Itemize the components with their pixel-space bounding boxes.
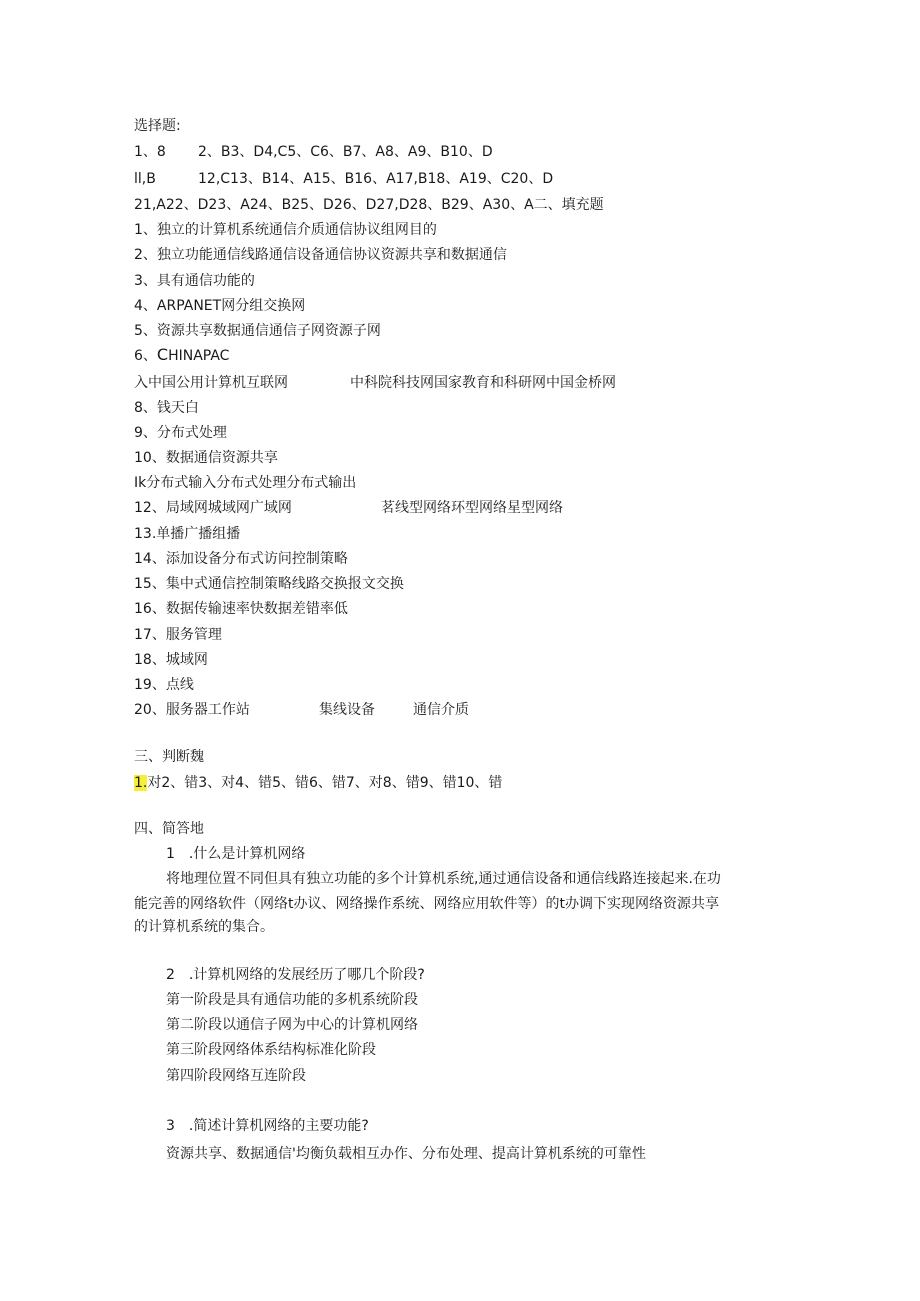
- highlighted-number: 1.: [134, 775, 148, 791]
- answer-2-line-4: 第四阶段网络互连阶段: [166, 1068, 306, 1084]
- fill-item-6-initial: C: [156, 345, 169, 364]
- fill-item-9: 9、分布式处理: [134, 425, 227, 441]
- fill-item-10: 10、数据通信资源共享: [134, 450, 278, 466]
- fill-item-3: 3、具有通信功能的: [134, 273, 255, 289]
- answer-2-line-2: 第二阶段以通信子网为中心的计算机网络: [166, 1017, 418, 1033]
- fill-item-8: 8、钱天白: [134, 400, 199, 416]
- fill-item-7-part-1: 入中国公用计算机互联网: [134, 375, 288, 391]
- section-title-true-false: 三、判断魏: [134, 749, 204, 765]
- fill-item-13: 13.单播广播组播: [134, 526, 241, 542]
- fill-item-6-prefix: 6、: [134, 348, 157, 364]
- fill-item-17: 17、服务管理: [134, 627, 222, 643]
- fill-item-16: 16、数据传输速率快数据差错率低: [134, 601, 348, 617]
- question-3: 3 .简述计算机网络的主要功能?: [166, 1118, 369, 1134]
- true-false-answers: [134, 774, 502, 792]
- answer-row-2-b: 12,C13、B14、A15、B16、A17,B18、A19、C20、D: [198, 171, 554, 187]
- fill-item-12-part-2: 茗线型网络环型网络星型网络: [381, 500, 563, 516]
- fill-item-12-part-1: 12、局域网城域网广域网: [134, 500, 292, 516]
- fill-item-18: 18、城域网: [134, 652, 208, 668]
- answer-row-1-a: 1、8: [134, 144, 166, 160]
- question-2: 2 .计算机网络的发展经历了哪几个阶段?: [166, 967, 425, 983]
- fill-item-20-part-2: 集线设备: [319, 702, 375, 718]
- answer-row-1-b: 2、B3、D4,C5、C6、B7、A8、A9、B10、D: [198, 144, 493, 160]
- question-1: 1 .什么是计算机网络: [166, 846, 306, 862]
- answer-1-line-2: 能完善的网络软件（网络t办议、网络操作系统、网络应用软件等）的t办调下实现网络资源共享: [134, 896, 719, 912]
- fill-item-19: 19、点线: [134, 677, 194, 693]
- fill-item-6: [134, 346, 229, 365]
- fill-item-11: Ik分布式输入分布式处理分布式输出: [134, 475, 357, 491]
- fill-item-5: 5、资源共享数据通信通信子网资源子网: [134, 323, 381, 339]
- answer-3-line-1: 资源共享、数据通信'均衡负载相互办作、分布处理、提高计算机系统的可靠性: [166, 1146, 646, 1162]
- section-title-short-answer: 四、简答地: [134, 821, 204, 837]
- fill-item-20-part-1: 20、服务器工作站: [134, 702, 250, 718]
- fill-item-7-part-2: 中科院科技网国家教育和科研网中国金桥网: [350, 375, 616, 391]
- true-false-answer-text: 对2、错3、对4、错5、错6、错7、对8、错9、错10、错: [147, 775, 503, 791]
- fill-item-14: 14、添加设备分布式访问控制策略: [134, 551, 348, 567]
- answer-2-line-1: 第一阶段是具有通信功能的多机系统阶段: [166, 992, 418, 1008]
- answer-2-line-3: 第三阶段网络体系结构标准化阶段: [166, 1042, 376, 1058]
- section-title-multiple-choice: 选择题:: [134, 118, 181, 134]
- answer-1-line-1: 将地理位置不同但具有独立功能的多个计算机系统,通过通信设备和通信线路连接起来.在功: [166, 871, 721, 887]
- answer-row-3: 21,A22、D23、A24、B25、D26、D27,D28、B29、A30、A二、填充题: [134, 197, 604, 213]
- fill-item-2: 2、独立功能通信线路通信设备通信协议资源共享和数据通信: [134, 247, 507, 263]
- answer-1-line-3: 的计算机系统的集合。: [134, 919, 274, 935]
- fill-item-20-part-3: 通信介质: [413, 702, 469, 718]
- fill-item-15: 15、集中式通信控制策略线路交换报文交换: [134, 576, 404, 592]
- answer-row-2-a: ll,B: [134, 171, 156, 187]
- fill-item-1: 1、独立的计算机系统通信介质通信协议组网目的: [134, 222, 437, 238]
- fill-item-6-rest: HINAPAC: [168, 348, 230, 364]
- fill-item-4: 4、ARPANET网分组交换网: [134, 298, 306, 314]
